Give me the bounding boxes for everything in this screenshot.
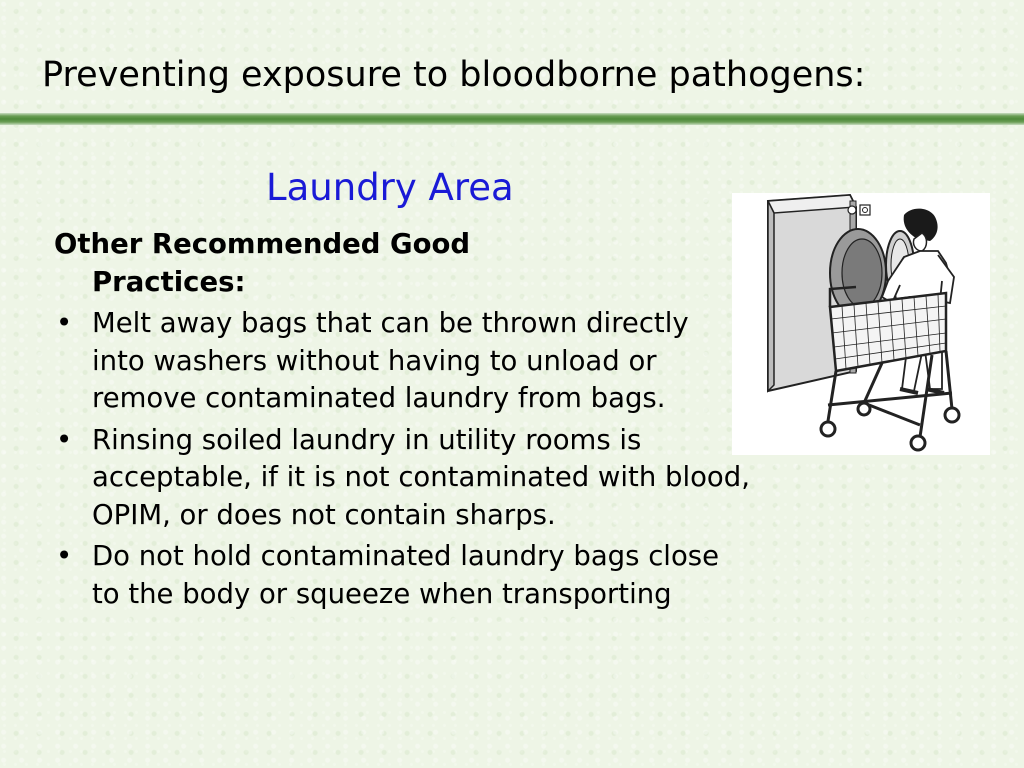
bullet-dot: •: [56, 423, 73, 456]
section-subtitle: Laundry Area: [266, 166, 514, 209]
laundry-worker-illustration: [732, 193, 990, 455]
bullet-list: [54, 305, 754, 613]
intro-heading: Other Recommended Good Practices:: [54, 228, 471, 298]
title-divider: [0, 113, 1024, 125]
bullet-text: Melt away bags that can be thrown directly into washers without having to unload or remove contaminated laundry from bags.: [92, 307, 689, 414]
bullet-dot: •: [56, 540, 73, 572]
bullet-dot: •: [56, 307, 73, 339]
laundry-worker-washer-cart-icon: [732, 193, 990, 455]
slide-title: Preventing exposure to bloodborne pathogens:: [42, 55, 866, 95]
bullet-item: [54, 305, 732, 418]
bullet-item: [54, 422, 792, 535]
body-content: [54, 226, 754, 617]
bullet-item: [54, 538, 732, 613]
bullet-text: Do not hold contaminated laundry bags close to the body or squeeze when transporting: [92, 540, 720, 610]
bullet-text: Rinsing soiled laundry in utility rooms is acceptable, if it is not contaminated with blood, OPIM, or does not contain sharps.: [92, 423, 750, 531]
